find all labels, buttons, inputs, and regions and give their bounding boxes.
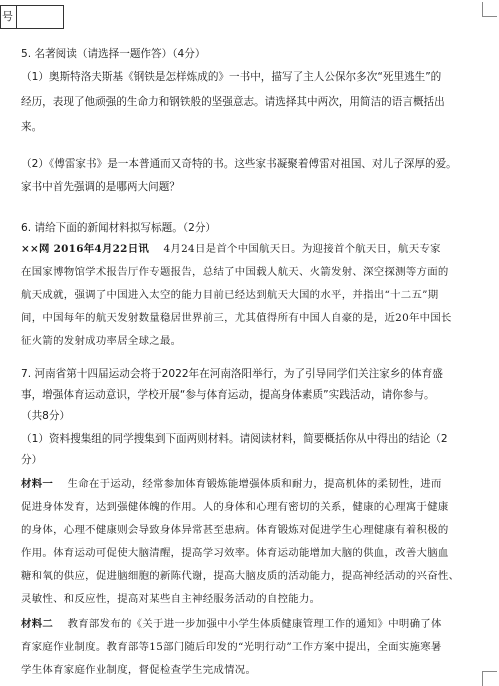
material2-text: 教育部发布的《关于进一步加强中小学生体质健康管理工作的通知》中明确了体 — [67, 618, 442, 630]
crop-mark-bottom-right — [482, 671, 497, 686]
q6-news — [21, 239, 481, 351]
q5-part1-line: （1）奥斯特洛夫斯基《钢铁是怎样炼成的》一书中，描写了主人公保尔多次“死里逃生”的 — [21, 71, 442, 83]
q6-news-text: 4月24日是首个中国航天日。为迎接首个航天日，航天专家 — [163, 243, 441, 255]
q5-title: 5. 名著阅读（请选择一题作答）（4分） — [21, 48, 206, 60]
material1-line — [21, 474, 481, 494]
score-table-cell — [17, 6, 63, 28]
material1-label: 材料一 — [21, 478, 54, 490]
crop-mark-top-right — [482, 2, 497, 17]
q5-part1 — [21, 68, 481, 137]
q5-part1-line: 经历，表现了他顽强的生命力和钢铁般的坚强意志。请选择其中两次，用简洁的语言概括出 — [21, 96, 445, 108]
q7-sub1 — [21, 430, 481, 470]
material1-line: 的身体，心理不健康则会导致身体异常甚至患病。体育锻炼对促进学生心理健康有着积极的 — [21, 524, 449, 536]
material2-line: 学生体育家庭作业制度，督促检查学生完成情况。 — [21, 664, 257, 676]
q6-news-line — [21, 239, 481, 259]
material1-line: 灵敏性、和反应性，提高对某些自主神经服务活动的自控能力。 — [21, 593, 321, 605]
q6-news-line: 间，中国每年的航天发射数量稳居世界前三，尤其值得所有中国人自豪的是，近20年中国长 — [21, 312, 452, 324]
material1-line: 糖和氧的供应，促进脑细胞的新陈代谢，提高大脑皮质的活动能力，提高神经活动的兴奋性、 — [21, 570, 460, 582]
score-table — [0, 5, 64, 29]
material1-line: 促进身体发育，达到强健体魄的作用。人的身体和心理有密切的关系，健康的心理寓于健康 — [21, 501, 449, 513]
q6-news-line: 航天成就，强调了中国进入太空的能力目前已经达到航天大国的水平，并指出“十二五”期 — [21, 289, 439, 301]
q5-part2 — [21, 155, 481, 197]
q6-news-line: 在国家博物馆学术报告厅作专题报告，总结了中国载人航天、火箭发射、深空探测等方面的 — [21, 266, 449, 278]
q5-part1-line: 来。 — [21, 121, 43, 133]
q7-material1 — [21, 474, 481, 609]
q6-news-line: 征火箭的发射成功率居全球之最。 — [21, 335, 182, 347]
q7-intro-line: 事，增强体育运动意识，学校开展“参与体育运动，提高身体素质”实践活动，请你参与。 — [21, 389, 435, 401]
q7-sub1-line: 分） — [21, 454, 43, 466]
q5-part2-line: （2）《傅雷家书》是一本普通而又奇特的书。这些家书凝聚着傅雷对祖国、对儿子深厚的爱。 — [21, 158, 457, 170]
q5-part2-line: 家书中首先强调的是哪两大问题？ — [21, 181, 180, 193]
score-table-label: 号 — [1, 6, 17, 28]
q7-intro — [21, 365, 481, 426]
q7-intro-line: 7. 河南省第十四届运动会将于2022年在河南洛阳举行，为了引导同学们关注家乡的体育盛 — [21, 368, 443, 380]
q6-dateline: ××网 2016年4月22日讯 — [21, 243, 150, 255]
q7-intro-line: （共8分） — [21, 410, 71, 422]
q7-material2 — [21, 614, 481, 680]
material2-line: 育家庭作业制度。教育部等15部门随后印发的“光明行动”工作方案中提出，全面实施寒暑 — [21, 641, 442, 653]
material1-line: 作用。体育运动可促使大脑清醒，提高学习效率。体育运动能增加大脑的供血，改善大脑血 — [21, 547, 449, 559]
q7-sub1-line: （1）资料搜集组的同学搜集到下面两则材料。请阅读材料，简要概括你从中得出的结论（2 — [21, 433, 448, 445]
q6-title: 6. 请给下面的新闻材料拟写标题。（2分） — [21, 222, 217, 234]
material1-text: 生命在于运动，经常参加体育锻炼能增强体质和耐力，提高机体的柔韧性，进而 — [67, 478, 442, 490]
material2-label: 材料二 — [21, 618, 54, 630]
material2-line — [21, 614, 481, 634]
